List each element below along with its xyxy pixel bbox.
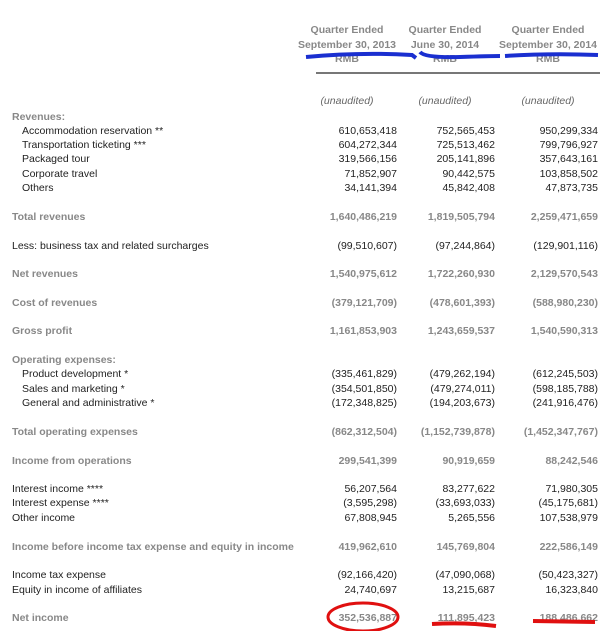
row-value: (3,595,298)	[343, 497, 397, 509]
row-value: 34,141,394	[344, 182, 397, 194]
row-value: 604,272,344	[338, 139, 397, 151]
row-value: (99,510,607)	[337, 240, 397, 252]
table-row	[0, 425, 600, 439]
row-label: Interest income ****	[12, 483, 104, 495]
table-row	[0, 138, 600, 152]
row-label: Less: business tax and related surcharges	[12, 240, 209, 252]
row-label: General and administrative *	[22, 397, 155, 409]
column-header-line2: June 30, 2014	[410, 38, 480, 51]
row-value: 111,895,423	[437, 612, 495, 624]
row-value: 1,161,853,903	[329, 325, 397, 337]
row-label: Others	[22, 182, 54, 194]
table-row	[0, 296, 600, 310]
row-value: (379,121,709)	[331, 297, 397, 309]
row-value: 103,858,502	[539, 168, 598, 180]
table-row	[0, 124, 600, 138]
audit-status: (unaudited)	[320, 95, 374, 107]
row-label: Transportation ticketing ***	[22, 139, 146, 151]
column-header-currency: RMB	[433, 53, 457, 65]
row-value: (478,601,393)	[429, 297, 495, 309]
row-label: Sales and marketing *	[22, 383, 125, 395]
row-value: (479,274,011)	[430, 383, 495, 395]
row-value: 13,215,687	[442, 584, 495, 596]
row-label: Packaged tour	[22, 153, 90, 165]
row-value: 1,640,486,219	[329, 211, 397, 223]
row-value: (194,203,673)	[429, 397, 495, 409]
row-label: Corporate travel	[22, 168, 98, 180]
table-row	[0, 454, 600, 468]
column-header-line1: Quarter Ended	[310, 24, 384, 36]
row-value: 67,808,945	[344, 512, 397, 524]
table-row	[0, 181, 600, 195]
row-label: Income before income tax expense and equity in income	[12, 541, 294, 553]
column-header	[395, 23, 495, 67]
row-value: 88,242,546	[545, 455, 598, 467]
column-header	[498, 23, 598, 67]
row-value: 5,265,556	[448, 512, 495, 524]
row-value: (172,348,825)	[331, 397, 397, 409]
row-value: 2,129,570,543	[530, 268, 598, 280]
row-value: 1,243,659,537	[427, 325, 495, 337]
row-value: (1,452,347,767)	[523, 426, 598, 438]
row-label: Gross profit	[12, 325, 73, 337]
row-value: 299,541,399	[338, 455, 397, 467]
table-row	[0, 167, 600, 181]
row-value: (241,916,476)	[532, 397, 598, 409]
row-value: 205,141,896	[436, 153, 495, 165]
table-row	[0, 110, 600, 124]
column-header	[297, 23, 397, 67]
row-value: 45,842,408	[442, 182, 495, 194]
table-row	[0, 496, 600, 510]
row-value: 47,873,735	[545, 182, 598, 194]
header-rule	[316, 72, 600, 74]
row-label: Total operating expenses	[12, 426, 138, 438]
row-value: 419,962,610	[338, 541, 397, 553]
audit-status: (unaudited)	[418, 95, 472, 107]
table-row	[0, 152, 600, 166]
row-value: 83,277,622	[442, 483, 495, 495]
table-row	[0, 396, 600, 410]
row-value: 352,536,887	[338, 612, 397, 624]
row-value: 2,259,471,659	[530, 211, 598, 223]
row-label: Product development *	[22, 368, 129, 380]
row-value: (479,262,194)	[429, 368, 495, 380]
column-header-currency: RMB	[335, 53, 359, 65]
row-value: (50,423,327)	[538, 569, 598, 581]
row-label: Cost of revenues	[12, 297, 98, 309]
row-value: 319,566,156	[338, 153, 397, 165]
row-value: (588,980,230)	[532, 297, 598, 309]
row-value: (335,461,829)	[331, 368, 397, 380]
column-header-line2: September 30, 2013	[297, 38, 397, 51]
row-value: 145,769,804	[436, 541, 495, 553]
row-value: (97,244,864)	[435, 240, 495, 252]
column-header-currency: RMB	[536, 53, 560, 65]
row-value: 24,740,697	[344, 584, 397, 596]
table-row	[0, 324, 600, 338]
row-value: 1,540,975,612	[329, 268, 397, 280]
row-value: 71,980,305	[545, 483, 598, 495]
row-value: (598,185,788)	[532, 383, 598, 395]
table-row	[0, 353, 600, 367]
row-value: 357,643,161	[539, 153, 598, 165]
table-row	[0, 382, 600, 396]
row-value: 16,323,840	[545, 584, 598, 596]
row-value: 222,586,149	[539, 541, 598, 553]
row-label: Income tax expense	[12, 569, 106, 581]
row-value: 1,540,590,313	[530, 325, 598, 337]
row-label: Revenues:	[12, 111, 66, 123]
column-header-line1: Quarter Ended	[511, 24, 585, 36]
row-value: 725,513,462	[436, 139, 495, 151]
row-value: 752,565,453	[436, 125, 495, 137]
row-value: 56,207,564	[344, 483, 397, 495]
table-row	[0, 511, 600, 525]
row-value: (92,166,420)	[337, 569, 397, 581]
row-value: (45,175,681)	[538, 497, 598, 509]
table-row	[0, 611, 600, 625]
table-row	[0, 367, 600, 381]
row-value: 107,538,979	[539, 512, 598, 524]
row-label: Net revenues	[12, 268, 78, 280]
table-row	[0, 239, 600, 253]
table-row	[0, 540, 600, 554]
row-value: 1,819,505,794	[427, 211, 495, 223]
row-label: Other income	[12, 512, 76, 524]
row-value: 610,653,418	[338, 125, 397, 137]
row-label: Net income	[12, 612, 69, 624]
row-value: (612,245,503)	[532, 368, 598, 380]
row-label: Equity in income of affiliates	[12, 584, 142, 596]
table-row	[0, 482, 600, 496]
row-value: 799,796,927	[539, 139, 598, 151]
row-value: (862,312,504)	[331, 426, 397, 438]
row-value: 1,722,260,930	[427, 268, 495, 280]
row-value: 90,442,575	[442, 168, 495, 180]
row-value: (47,090,068)	[435, 569, 495, 581]
table-row	[0, 568, 600, 582]
row-value: 90,919,659	[442, 455, 495, 467]
table-row	[0, 210, 600, 224]
column-header-line2: September 30, 2014	[498, 38, 598, 51]
row-value: (354,501,850)	[331, 383, 397, 395]
audit-status: (unaudited)	[521, 95, 575, 107]
row-value: 950,299,334	[539, 125, 598, 137]
row-value: (33,693,033)	[435, 497, 495, 509]
row-label: Operating expenses:	[12, 354, 116, 366]
row-value: (1,152,739,878)	[420, 426, 495, 438]
table-row	[0, 267, 600, 281]
row-value: (129,901,116)	[533, 240, 598, 252]
row-label: Accommodation reservation **	[22, 125, 164, 137]
row-value: 71,852,907	[344, 168, 397, 180]
table-row	[0, 583, 600, 597]
row-label: Income from operations	[12, 455, 132, 467]
row-value: 188,486,662	[539, 612, 598, 624]
row-label: Total revenues	[12, 211, 86, 223]
column-header-line1: Quarter Ended	[408, 24, 482, 36]
row-label: Interest expense ****	[12, 497, 109, 509]
